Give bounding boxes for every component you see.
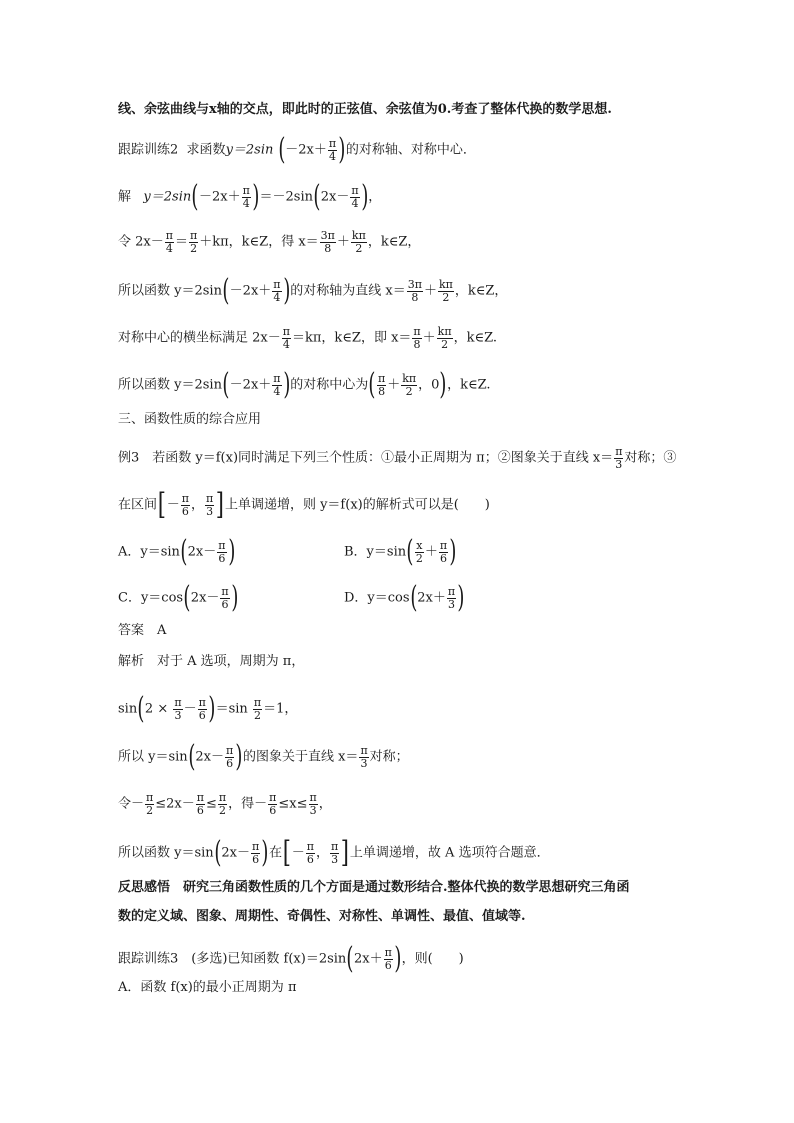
math: ＋ bbox=[387, 377, 401, 393]
analysis-increasing-line bbox=[118, 835, 550, 870]
paren: ) bbox=[235, 739, 243, 774]
numerator: π bbox=[330, 839, 339, 853]
denominator: 2 bbox=[405, 384, 413, 398]
paren: ( bbox=[191, 179, 199, 214]
math: 所以函数 y＝2sin bbox=[118, 283, 222, 299]
math: ， bbox=[318, 796, 332, 812]
example-3-line-1 bbox=[118, 446, 676, 470]
denominator: 8 bbox=[411, 290, 419, 304]
fraction bbox=[439, 540, 448, 564]
text: 在 bbox=[268, 845, 282, 861]
denominator: 2 bbox=[146, 803, 154, 817]
text: 对称中心的横坐标满足 2x－ bbox=[118, 330, 281, 346]
math: －2x＋ bbox=[285, 142, 327, 158]
denominator: 8 bbox=[413, 337, 421, 351]
fraction bbox=[189, 230, 198, 254]
math: ＋kπ，k∈Z，得 x＝ bbox=[199, 234, 319, 250]
denominator: 2 bbox=[190, 241, 198, 255]
numerator: π bbox=[146, 791, 154, 804]
numerator: π bbox=[190, 229, 198, 242]
fraction bbox=[272, 279, 281, 303]
fraction bbox=[196, 792, 205, 816]
paren: ) bbox=[230, 580, 239, 615]
math: ，k∈Z， bbox=[454, 283, 508, 299]
numerator: π bbox=[615, 445, 623, 458]
denominator: 3 bbox=[174, 708, 182, 722]
fraction bbox=[306, 841, 315, 865]
text: 对称； bbox=[369, 749, 409, 765]
option-a bbox=[118, 534, 235, 569]
denominator: 2 bbox=[415, 551, 423, 565]
denominator: 4 bbox=[273, 384, 281, 398]
option-c bbox=[118, 580, 239, 615]
text: 求函数 bbox=[186, 142, 226, 158]
paren: ( bbox=[346, 941, 354, 976]
paren: ( bbox=[183, 580, 191, 615]
reflection-text: 数的定义域、图象、周期性、奇偶性、对称性、单调性、最值、值域等. bbox=[118, 909, 526, 924]
denominator: 8 bbox=[324, 241, 332, 255]
denominator: 2 bbox=[355, 241, 363, 255]
numerator: π bbox=[221, 584, 229, 598]
math: 2 × bbox=[144, 701, 173, 717]
option-d bbox=[344, 580, 465, 615]
math: 2x－ bbox=[320, 189, 350, 205]
numerator: π bbox=[273, 277, 281, 291]
math: － bbox=[291, 845, 305, 861]
text: 的对称中心为 bbox=[290, 377, 369, 393]
fraction bbox=[253, 697, 262, 721]
numerator: π bbox=[181, 491, 189, 505]
denominator: 6 bbox=[269, 803, 277, 817]
math: ，得－ bbox=[228, 796, 268, 812]
fraction bbox=[401, 373, 417, 397]
fraction bbox=[251, 841, 260, 865]
math: 2x＋ bbox=[354, 951, 383, 967]
paren: ( bbox=[313, 179, 321, 214]
tracking-exercise-2 bbox=[118, 132, 476, 167]
paren: ) bbox=[208, 691, 216, 726]
math: sin bbox=[118, 701, 138, 717]
text: 的对称轴为直线 x＝ bbox=[290, 283, 406, 299]
denominator: 4 bbox=[282, 337, 290, 351]
numerator: kπ bbox=[402, 371, 417, 385]
option-label: C．y＝cos bbox=[118, 590, 184, 606]
fraction bbox=[217, 540, 226, 564]
numerator: π bbox=[174, 695, 182, 709]
math: ＋ bbox=[336, 234, 350, 250]
analysis-text: 解析 对于 A 选项，周期为 π， bbox=[118, 654, 305, 669]
analysis-line bbox=[118, 655, 304, 668]
paren: ( bbox=[222, 367, 230, 402]
denominator: 3 bbox=[331, 852, 339, 866]
math: ， bbox=[315, 845, 329, 861]
denominator: 4 bbox=[165, 241, 173, 255]
fraction bbox=[415, 540, 424, 564]
numerator: π bbox=[242, 183, 250, 197]
numerator: π bbox=[196, 791, 204, 804]
analysis-symmetry-line bbox=[118, 739, 409, 774]
denominator: 3 bbox=[615, 457, 623, 471]
denominator: 2 bbox=[441, 337, 449, 351]
math: ＝kπ，k∈Z，即 x＝ bbox=[291, 330, 412, 346]
tracking-exercise-3 bbox=[118, 941, 464, 976]
paren: ( bbox=[368, 367, 376, 402]
fraction bbox=[438, 279, 454, 303]
numerator: π bbox=[282, 325, 290, 338]
math: ，k∈Z. bbox=[447, 377, 491, 393]
numerator: π bbox=[306, 839, 314, 853]
fraction bbox=[282, 326, 291, 350]
fraction bbox=[320, 230, 336, 254]
numerator: π bbox=[206, 491, 214, 505]
fraction bbox=[145, 792, 154, 816]
numerator: π bbox=[447, 584, 456, 598]
numerator: π bbox=[165, 229, 173, 242]
math: ≤x≤ bbox=[278, 796, 308, 812]
exercise-label: 跟踪训练2 bbox=[118, 142, 179, 158]
math: 2x－ bbox=[195, 749, 225, 765]
fraction bbox=[309, 792, 318, 816]
text: 例3 若函数 y＝f(x)同时满足下列三个性质：①最小正周期为 π；②图象关于直线 x＝ bbox=[118, 450, 614, 466]
math: ＝－2sin bbox=[259, 189, 314, 205]
fraction bbox=[218, 792, 227, 816]
fraction bbox=[173, 697, 182, 721]
text: 跟踪训练3 (多选)已知函数 f(x)＝2sin bbox=[118, 951, 347, 967]
fraction bbox=[268, 792, 277, 816]
math: ＋ bbox=[424, 544, 438, 560]
math: ，k∈Z， bbox=[367, 234, 421, 250]
bracket: ] bbox=[340, 835, 350, 870]
math: 所以 y＝sin bbox=[118, 749, 188, 765]
paren: ( bbox=[277, 132, 285, 167]
denominator: 4 bbox=[242, 196, 250, 210]
denominator: 4 bbox=[351, 196, 359, 210]
math: 令－ bbox=[118, 796, 145, 812]
paren: ) bbox=[449, 534, 457, 569]
fraction bbox=[272, 373, 281, 397]
fraction bbox=[614, 446, 623, 470]
numerator: 3π bbox=[320, 229, 335, 242]
denominator: 3 bbox=[447, 597, 455, 611]
math: y＝2sin bbox=[143, 189, 192, 205]
math: 2x＋ bbox=[417, 590, 446, 606]
denominator: 6 bbox=[196, 803, 204, 817]
fraction bbox=[242, 185, 251, 209]
math: 所以函数 y＝sin bbox=[118, 845, 214, 861]
math: 2x－ bbox=[190, 590, 220, 606]
denominator: 6 bbox=[384, 958, 392, 972]
fraction bbox=[384, 947, 393, 971]
text: 的图象关于直线 x＝ bbox=[242, 749, 359, 765]
paren: ) bbox=[394, 941, 402, 976]
solution-label: 解 bbox=[118, 189, 132, 205]
example-3-line-2 bbox=[118, 487, 490, 522]
numerator: π bbox=[226, 743, 234, 757]
reflection-line-2 bbox=[118, 910, 526, 923]
math: y＝2sin bbox=[225, 142, 274, 158]
fraction bbox=[351, 230, 367, 254]
denominator: 6 bbox=[439, 551, 447, 565]
math: ， bbox=[190, 497, 204, 513]
fraction bbox=[165, 230, 174, 254]
option-b bbox=[344, 534, 457, 569]
fraction bbox=[205, 493, 214, 517]
denominator: 4 bbox=[328, 149, 336, 163]
denominator: 6 bbox=[181, 504, 189, 518]
numerator: π bbox=[253, 695, 262, 709]
paren: ) bbox=[252, 179, 260, 214]
math: －2x＋ bbox=[198, 189, 241, 205]
text: 在区间 bbox=[118, 497, 158, 513]
fraction bbox=[225, 745, 234, 769]
denominator: 3 bbox=[360, 756, 368, 770]
fraction bbox=[328, 138, 337, 162]
text: 的对称轴、对称中心． bbox=[345, 142, 476, 158]
numerator: π bbox=[439, 538, 448, 552]
denominator: 8 bbox=[378, 384, 386, 398]
denominator: 6 bbox=[198, 708, 206, 722]
option-label: D．y＝cos bbox=[344, 590, 410, 606]
paren: ) bbox=[282, 273, 290, 308]
paren: ) bbox=[439, 367, 447, 402]
section-heading bbox=[118, 413, 261, 426]
fraction bbox=[437, 326, 453, 350]
option-text: A．函数 f(x)的最小正周期为 π bbox=[118, 980, 297, 995]
denominator: 2 bbox=[254, 708, 262, 722]
denominator: 4 bbox=[273, 290, 281, 304]
math: ＝ bbox=[174, 234, 188, 250]
solution-line-3 bbox=[118, 273, 508, 308]
paren: ) bbox=[338, 132, 346, 167]
math: ＋ bbox=[423, 283, 437, 299]
fraction bbox=[330, 841, 339, 865]
intro-text-content: 线、余弦曲线与x轴的交点，即此时的正弦值、余弦值为0.考查了整体代换的数学思想. bbox=[118, 102, 612, 117]
bracket: [ bbox=[157, 487, 166, 522]
denominator: 3 bbox=[309, 803, 317, 817]
solution-line-4 bbox=[118, 326, 497, 350]
solution-line-2 bbox=[118, 230, 420, 254]
paren: ( bbox=[137, 691, 145, 726]
denominator: 6 bbox=[218, 551, 226, 565]
numerator: π bbox=[377, 371, 386, 385]
numerator: π bbox=[360, 743, 368, 757]
numerator: π bbox=[218, 538, 226, 552]
paren: ) bbox=[360, 179, 368, 214]
numerator: π bbox=[384, 945, 392, 959]
fraction bbox=[412, 326, 421, 350]
paren: ( bbox=[214, 835, 222, 870]
answer-line bbox=[118, 624, 166, 637]
paren: ( bbox=[406, 534, 414, 569]
text: ， bbox=[368, 189, 382, 205]
numerator: kπ bbox=[351, 229, 366, 242]
reflection-text: 反思感悟 研究三角函数性质的几个方面是通过数形结合.整体代换的数学思想研究三角函 bbox=[118, 880, 630, 895]
math: ≤ bbox=[205, 796, 217, 812]
fraction bbox=[407, 279, 423, 303]
denominator: 6 bbox=[226, 756, 234, 770]
paren: ( bbox=[180, 534, 188, 569]
fraction bbox=[447, 586, 456, 610]
paren: ) bbox=[457, 580, 465, 615]
math: － bbox=[166, 497, 180, 513]
bracket: ] bbox=[215, 487, 225, 522]
paren: ( bbox=[409, 580, 417, 615]
option-a-last bbox=[118, 981, 296, 994]
math: ，k∈Z. bbox=[453, 330, 497, 346]
numerator: π bbox=[351, 183, 359, 197]
intro-text bbox=[118, 103, 612, 116]
fraction bbox=[198, 697, 207, 721]
denominator: 6 bbox=[252, 852, 260, 866]
answer-text: 答案 A bbox=[118, 623, 167, 638]
numerator: π bbox=[198, 695, 206, 709]
numerator: π bbox=[218, 791, 227, 804]
text: 上单调递增，故 A 选项符合题意． bbox=[349, 845, 550, 861]
math: ＋ bbox=[422, 330, 436, 346]
fraction bbox=[181, 493, 190, 517]
bracket: [ bbox=[282, 835, 291, 870]
paren: ) bbox=[261, 835, 269, 870]
paren: ( bbox=[188, 739, 196, 774]
math: ＝sin bbox=[215, 701, 252, 717]
numerator: x bbox=[416, 538, 423, 552]
denominator: 2 bbox=[219, 803, 226, 817]
text: ，则( ) bbox=[401, 951, 464, 967]
paren: ) bbox=[227, 534, 235, 569]
denominator: 3 bbox=[206, 504, 214, 518]
numerator: π bbox=[273, 371, 281, 385]
fraction bbox=[350, 185, 359, 209]
reflection-line-1 bbox=[118, 881, 630, 894]
math: 2x－ bbox=[221, 845, 251, 861]
math: －2x＋ bbox=[229, 377, 272, 393]
denominator: 2 bbox=[442, 290, 450, 304]
option-label: A．y＝sin bbox=[118, 544, 180, 560]
analysis-sin-line bbox=[118, 691, 298, 726]
math: ，0 bbox=[418, 377, 440, 393]
analysis-inequality-line bbox=[118, 792, 332, 816]
text: 对称；③ bbox=[624, 450, 677, 466]
paren: ( bbox=[222, 273, 230, 308]
paren: ) bbox=[282, 367, 290, 402]
solution-line-1 bbox=[118, 179, 382, 214]
math: － bbox=[183, 701, 197, 717]
solution-line-5 bbox=[118, 367, 491, 402]
numerator: π bbox=[328, 136, 337, 150]
text: 上单调递增，则 y＝f(x)的解析式可以是( ) bbox=[224, 497, 490, 513]
math: －2x＋ bbox=[229, 283, 272, 299]
section-heading-text: 三、函数性质的综合应用 bbox=[118, 412, 262, 427]
numerator: kπ bbox=[438, 277, 453, 291]
option-label: B．y＝sin bbox=[344, 544, 407, 560]
numerator: π bbox=[413, 325, 421, 338]
math: 所以函数 y＝2sin bbox=[118, 377, 222, 393]
denominator: 6 bbox=[306, 852, 314, 866]
numerator: 3π bbox=[407, 277, 422, 291]
fraction bbox=[220, 586, 229, 610]
math: ＝1， bbox=[263, 701, 298, 717]
numerator: π bbox=[309, 791, 317, 804]
math: 令 2x－ bbox=[118, 234, 164, 250]
numerator: π bbox=[252, 839, 260, 853]
math: ≤2x－ bbox=[155, 796, 195, 812]
numerator: π bbox=[269, 791, 277, 804]
denominator: 6 bbox=[221, 597, 229, 611]
math: 2x－ bbox=[187, 544, 217, 560]
fraction bbox=[377, 373, 386, 397]
fraction bbox=[359, 745, 368, 769]
numerator: kπ bbox=[437, 325, 452, 338]
